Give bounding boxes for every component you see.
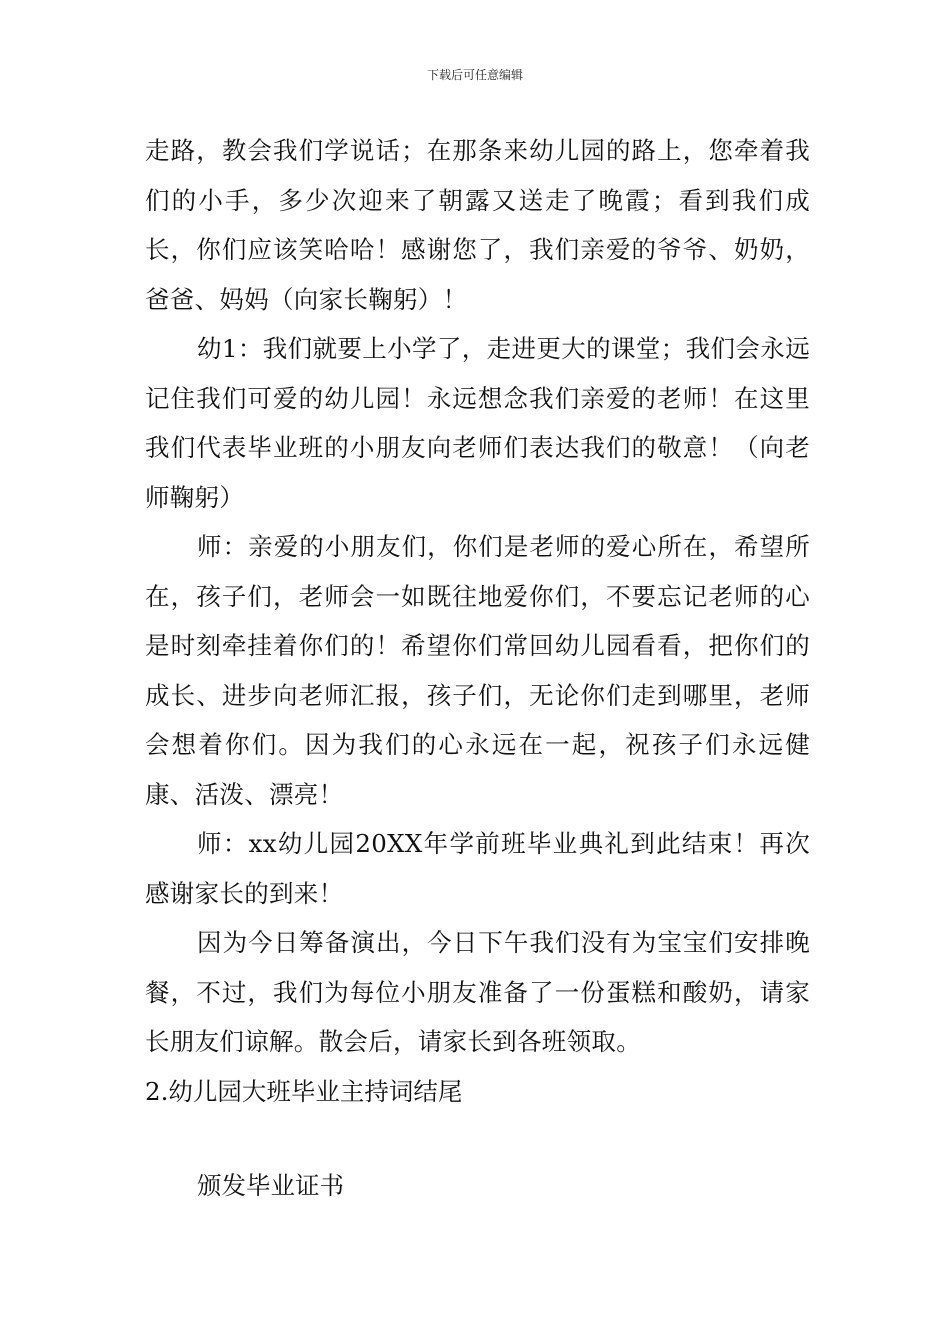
- section-heading: 2.幼儿园大班毕业主持词结尾: [145, 1076, 463, 1106]
- paragraph-4: 师：xx幼儿园20XX年学前班毕业典礼到此结束！再次感谢家长的到来！: [145, 829, 810, 908]
- document-body: [145, 126, 810, 1211]
- paragraph-3: 师：亲爱的小朋友们，你们是老师的爱心所在，希望所在，孩子们，老师会一如既往地爱你们，不要忘记老师的心是时刻牵挂着你们的！希望你们常回幼儿园看看，把你们的成长、进步向老师汇报，孩子们，无论你们走到哪里，老师会想着你们。因为我们的心永远在一起，祝孩子们永远健康、活泼、漂亮！: [145, 532, 810, 809]
- sub-heading: 颁发毕业证书: [197, 1171, 344, 1200]
- paragraph-5: 因为今日筹备演出，今日下午我们没有为宝宝们安排晚餐，不过，我们为每位小朋友准备了一份蛋糕和酸奶，请家长朋友们谅解。散会后，请家长到各班领取。: [145, 928, 810, 1056]
- page-header-note: 下载后可任意编辑: [426, 68, 523, 82]
- paragraph-1: 走路，教会我们学说话；在那条来幼儿园的路上，您牵着我们的小手，多少次迎来了朝露又送走了晚霞；看到我们成长，你们应该笑哈哈！感谢您了，我们亲爱的爷爷、奶奶，爸爸、妈妈（向家长鞠躬）！: [145, 136, 810, 314]
- paragraph-2: 幼1：我们就要上小学了，走进更大的课堂；我们会永远记住我们可爱的幼儿园！永远想念我们亲爱的老师！在这里我们代表毕业班的小朋友向老师们表达我们的敬意！（向老师鞠躬）: [145, 334, 810, 512]
